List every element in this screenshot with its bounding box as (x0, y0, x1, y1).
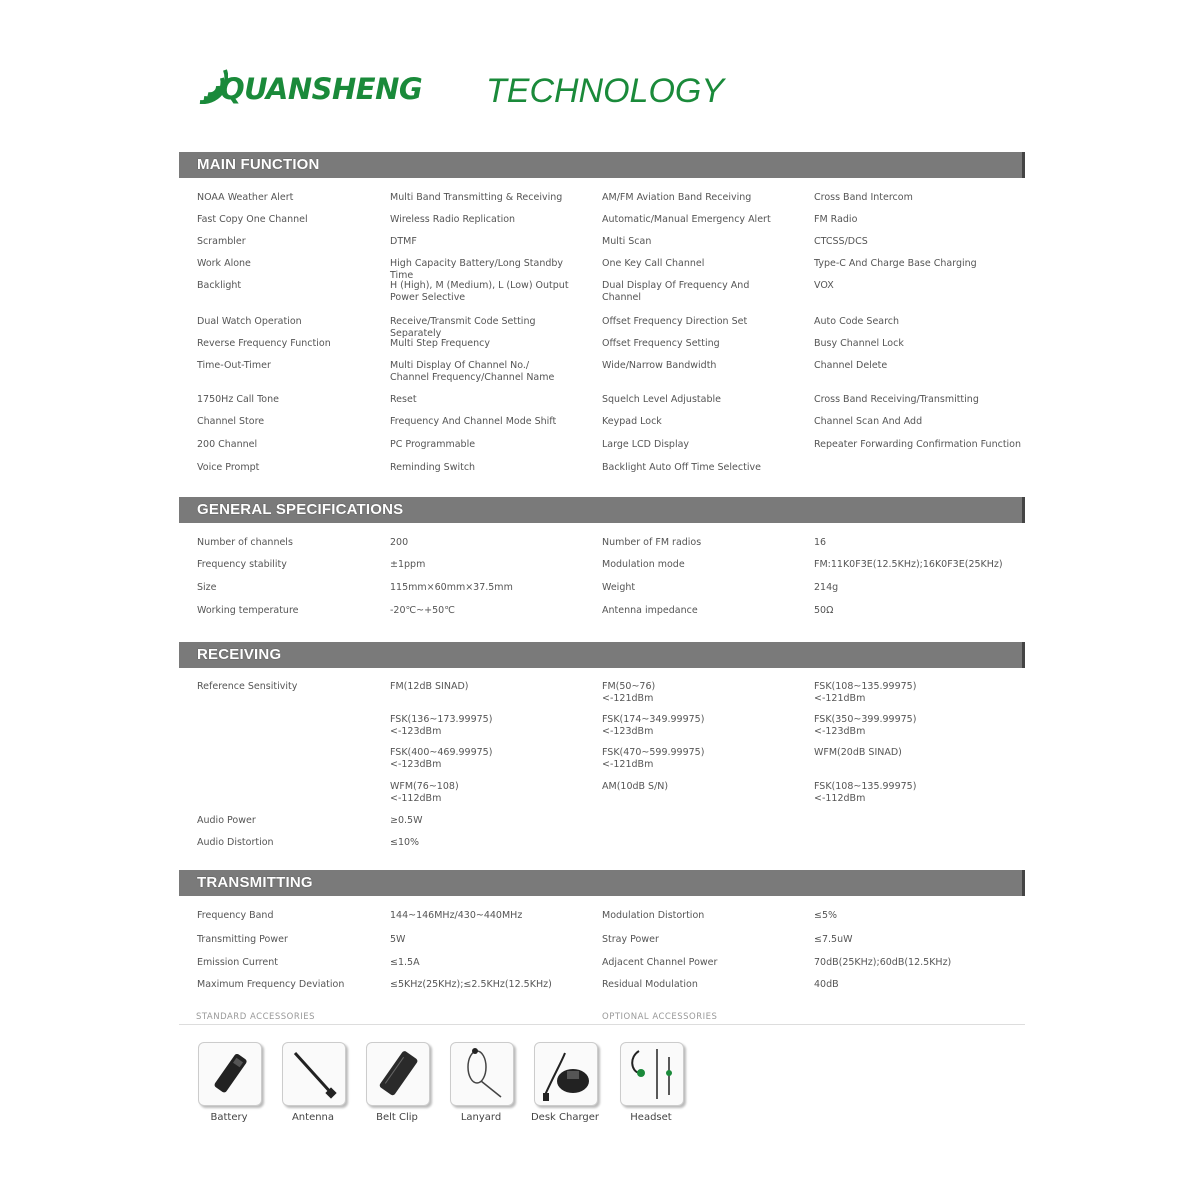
spec-label: Adjacent Channel Power (602, 957, 718, 968)
brand-name: QUANSHENG (220, 72, 423, 106)
spec-value: ≤10% (390, 837, 420, 848)
spec-value: 50Ω (814, 605, 834, 616)
feature-cell: Cross Band Receiving/Transmitting (814, 394, 979, 405)
feature-cell: High Capacity Battery/Long Standby Time (390, 258, 564, 281)
spec-value: -20℃~+50℃ (390, 605, 455, 616)
spec-value: 115mm×60mm×37.5mm (390, 582, 513, 593)
spec-label: Transmitting Power (197, 934, 288, 945)
sensitivity-value: FSK(400~469.99975) <-123dBm (390, 747, 493, 770)
feature-cell: Dual Display Of Frequency And Channel (602, 280, 750, 303)
optional-accessories-label: OPTIONAL ACCESSORIES (602, 1012, 718, 1022)
spec-label: Reference Sensitivity (197, 681, 298, 692)
feature-cell: CTCSS/DCS (814, 236, 868, 247)
feature-cell: Type-C And Charge Base Charging (814, 258, 977, 269)
feature-cell: Offset Frequency Setting (602, 338, 720, 349)
feature-cell: Backlight (197, 280, 242, 291)
spec-value: 200 (390, 537, 409, 548)
spec-value: 5W (390, 934, 406, 945)
spec-label: Working temperature (197, 605, 299, 616)
section-header-transmitting: TRANSMITTING (179, 870, 1025, 896)
spec-value: ≤7.5uW (814, 934, 853, 945)
spec-label: Weight (602, 582, 636, 593)
spec-value: ≤5% (814, 910, 838, 921)
feature-cell: Squelch Level Adjustable (602, 394, 721, 405)
sensitivity-value: FM(12dB SINAD) (390, 681, 469, 692)
belt-clip-icon (366, 1042, 430, 1106)
feature-cell: Multi Display Of Channel No./ Channel Frequency/Channel Name (390, 360, 555, 383)
section-header-main-function: MAIN FUNCTION (179, 152, 1025, 178)
spec-value: FM:11K0F3E(12.5KHz);16K0F3E(25KHz) (814, 559, 1003, 570)
desk-charger-icon (534, 1042, 598, 1106)
divider (179, 1024, 1025, 1025)
feature-cell: Reminding Switch (390, 462, 476, 473)
spec-label: Audio Power (197, 815, 256, 826)
feature-cell: Channel Store (197, 416, 265, 427)
feature-cell: PC Programmable (390, 439, 476, 450)
feature-cell: Large LCD Display (602, 439, 690, 450)
feature-cell: Voice Prompt (197, 462, 260, 473)
spec-value: ≤1.5A (390, 957, 420, 968)
feature-cell: Multi Step Frequency (390, 338, 490, 349)
feature-cell: Fast Copy One Channel (197, 214, 308, 225)
accessory-label: Desk Charger (530, 1112, 600, 1123)
feature-cell: Reset (390, 394, 417, 405)
feature-cell: Dual Watch Operation (197, 316, 302, 327)
feature-cell: FM Radio (814, 214, 858, 225)
spec-label: Antenna impedance (602, 605, 698, 616)
spec-label: Frequency Band (197, 910, 274, 921)
accessory-label: Belt Clip (376, 1112, 418, 1123)
feature-cell: NOAA Weather Alert (197, 192, 294, 203)
feature-cell: AM/FM Aviation Band Receiving (602, 192, 752, 203)
spec-value: 40dB (814, 979, 839, 990)
spec-label: Number of channels (197, 537, 293, 548)
brand-tagline: TECHNOLOGY (486, 72, 725, 110)
feature-cell: Wide/Narrow Bandwidth (602, 360, 717, 371)
feature-cell: Multi Scan (602, 236, 652, 247)
accessory-label: Battery (210, 1112, 248, 1123)
feature-cell: Receive/Transmit Code Setting Separately (390, 316, 536, 339)
feature-cell: Work Alone (197, 258, 251, 269)
section-header-receiving: RECEIVING (179, 642, 1025, 668)
spec-label: Size (197, 582, 217, 593)
standard-accessories-label: STANDARD ACCESSORIES (196, 1012, 316, 1022)
feature-cell: Wireless Radio Replication (390, 214, 516, 225)
spec-label: Stray Power (602, 934, 659, 945)
antenna-icon (282, 1042, 346, 1106)
spec-label: Frequency stability (197, 559, 287, 570)
battery-icon (198, 1042, 262, 1106)
feature-cell: Time-Out-Timer (197, 360, 271, 371)
spec-value: 16 (814, 537, 827, 548)
spec-label: Number of FM radios (602, 537, 702, 548)
feature-cell: Offset Frequency Direction Set (602, 316, 748, 327)
accessory-label: Lanyard (460, 1112, 502, 1123)
feature-cell: Channel Delete (814, 360, 888, 371)
sensitivity-value: FSK(174~349.99975) <-123dBm (602, 714, 705, 737)
feature-cell: Backlight Auto Off Time Selective (602, 462, 761, 473)
feature-cell: Keypad Lock (602, 416, 662, 427)
feature-cell: 1750Hz Call Tone (197, 394, 279, 405)
feature-cell: Busy Channel Lock (814, 338, 904, 349)
accessory-label: Antenna (291, 1112, 335, 1123)
sensitivity-value: FSK(350~399.99975) <-123dBm (814, 714, 917, 737)
feature-cell: Multi Band Transmitting & Receiving (390, 192, 563, 203)
feature-cell: One Key Call Channel (602, 258, 705, 269)
spec-value: 214g (814, 582, 839, 593)
accessory-label: Headset (630, 1112, 672, 1123)
feature-cell: Repeater Forwarding Confirmation Function (814, 439, 1022, 450)
sensitivity-value: FSK(470~599.99975) <-121dBm (602, 747, 705, 770)
feature-cell: Frequency And Channel Mode Shift (390, 416, 557, 427)
feature-cell: H (High), M (Medium), L (Low) Output Power Selective (390, 280, 569, 303)
section-header-general-specifications: GENERAL SPECIFICATIONS (179, 497, 1025, 523)
spec-value: ±1ppm (390, 559, 426, 570)
feature-cell: Automatic/Manual Emergency Alert (602, 214, 771, 225)
feature-cell: 200 Channel (197, 439, 258, 450)
spec-value: ≥0.5W (390, 815, 423, 826)
spec-label: Residual Modulation (602, 979, 698, 990)
sensitivity-value: WFM(20dB SINAD) (814, 747, 902, 758)
sensitivity-value: AM(10dB S/N) (602, 781, 669, 792)
spec-label: Audio Distortion (197, 837, 274, 848)
feature-cell: Cross Band Intercom (814, 192, 913, 203)
feature-cell: Auto Code Search (814, 316, 900, 327)
feature-cell: Reverse Frequency Function (197, 338, 331, 349)
sensitivity-value: FSK(108~135.99975) <-112dBm (814, 781, 917, 804)
spec-label: Modulation Distortion (602, 910, 705, 921)
spec-value: ≤5KHz(25KHz);≤2.5KHz(12.5KHz) (390, 979, 552, 990)
feature-cell: Channel Scan And Add (814, 416, 923, 427)
spec-label: Modulation mode (602, 559, 685, 570)
sensitivity-value: FM(50~76) <-121dBm (602, 681, 656, 704)
sensitivity-value: FSK(108~135.99975) <-121dBm (814, 681, 917, 704)
headset-icon (620, 1042, 684, 1106)
spec-value: 70dB(25KHz);60dB(12.5KHz) (814, 957, 952, 968)
feature-cell: Scrambler (197, 236, 246, 247)
feature-cell: DTMF (390, 236, 417, 247)
spec-value: 144~146MHz/430~440MHz (390, 910, 523, 921)
feature-cell: VOX (814, 280, 834, 291)
spec-label: Maximum Frequency Deviation (197, 979, 345, 990)
lanyard-icon (450, 1042, 514, 1106)
spec-label: Emission Current (197, 957, 278, 968)
sensitivity-value: FSK(136~173.99975) <-123dBm (390, 714, 493, 737)
sensitivity-value: WFM(76~108) <-112dBm (390, 781, 459, 804)
